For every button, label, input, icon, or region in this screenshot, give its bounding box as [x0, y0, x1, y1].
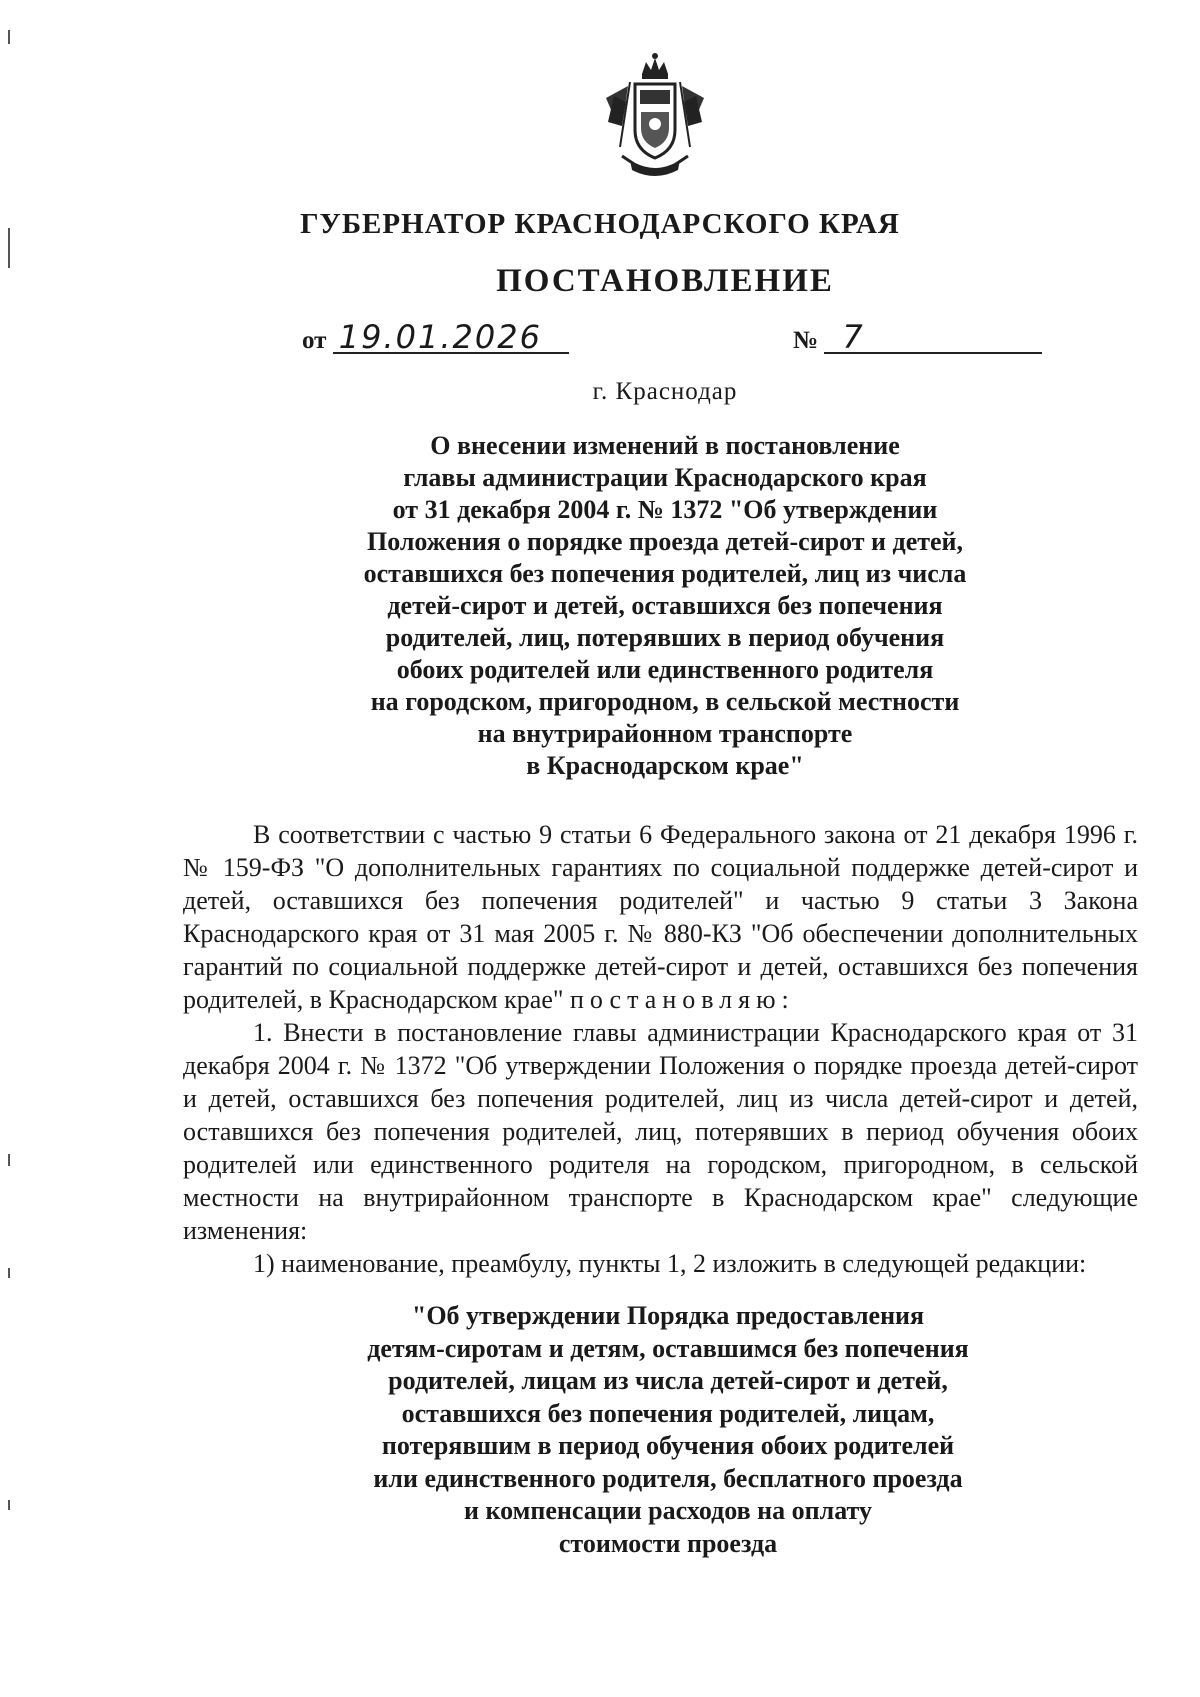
resolve-word: постановляю:	[570, 985, 795, 1014]
number-value: 7	[824, 322, 1042, 354]
quote-title-line: стоимости проезда	[558, 1528, 778, 1558]
item-1-paragraph: 1. Внести в постановление главы администрации Краснодарского края от 31 декабря 2004 г. № 1372 "Об утверждении Положения о порядке проезда детей-сирот и детей, оставшихся без попечения родителей, лиц из числа детей-сирот и детей, оставшихся без попечения родителей, лиц, потерявших в период обучения обоих родителей или единственного родителя на городском, пригородном, в сельской местности на внутрирайонном транспорте в Краснодарском крае" следующие изменения:	[183, 1018, 1138, 1245]
title-line: О внесении изменений в постановление	[430, 431, 900, 460]
title-line: главы администрации Краснодарского края	[403, 463, 927, 492]
title-line: на городском, пригородном, в сельской местности	[370, 687, 960, 716]
city-line: г. Краснодар	[592, 378, 738, 405]
number-prefix: №	[793, 327, 819, 354]
quoted-new-title	[318, 1300, 1018, 1560]
title-line: оставшихся без попечения родителей, лиц из числа	[363, 559, 967, 588]
title-line: родителей, лиц, потерявших в период обучения	[385, 623, 945, 652]
date-field	[302, 318, 569, 356]
preamble-text: В соответствии с частью 9 статьи 6 Федерального закона от 21 декабря 1996 г. № 159-ФЗ "О дополнительных гарантиях по социальной поддержке детей-сирот и детей, оставшихся без попечения родителей" и частью 9 статьи 3 Закона Краснодарского края от 31 мая 2005 г. № 880-КЗ "Об обеспечении дополнительных гарантий по социальной поддержке детей-сирот и детей, оставшихся без попечения родителей, в Краснодарском крае"	[183, 820, 1138, 1014]
scan-edge-mark	[8, 30, 10, 44]
scan-edge-mark	[8, 1154, 10, 1166]
quote-title-line: оставшихся без попечения родителей, лицам,	[401, 1398, 935, 1428]
document-title	[310, 430, 1020, 782]
title-line: от 31 декабря 2004 г. № 1372 "Об утверждении	[392, 495, 938, 524]
title-line: в Краснодарском крае"	[526, 751, 804, 780]
coat-of-arms-emblem	[600, 52, 710, 182]
subitem-1-paragraph: 1) наименование, преамбулу, пункты 1, 2 изложить в следующей редакции:	[253, 1249, 1087, 1278]
date-prefix: от	[302, 327, 327, 354]
number-field	[793, 318, 1042, 356]
title-line: Положения о порядке проезда детей-сирот и детей,	[366, 527, 964, 556]
date-value: 19.01.2026	[333, 322, 569, 354]
title-line: обоих родителей или единственного родителя	[396, 655, 934, 684]
preamble-paragraph	[183, 818, 1138, 1016]
scan-edge-mark	[8, 1268, 10, 1278]
title-line: на внутрирайонном транспорте	[477, 719, 853, 748]
quote-title-line: или единственного родителя, бесплатного проезда	[373, 1463, 963, 1493]
quote-title-line: детям-сиротам и детям, оставшимся без попечения	[367, 1333, 969, 1363]
authority-heading: ГУБЕРНАТОР КРАСНОДАРСКОГО КРАЯ	[300, 208, 900, 240]
quote-title-line: "Об утверждении Порядка предоставления	[411, 1301, 925, 1330]
scan-edge-mark	[8, 1500, 10, 1510]
quote-title-line: потерявшим в период обучения обоих родителей	[381, 1431, 955, 1460]
quote-title-line: родителей, лицам из числа детей-сирот и детей,	[388, 1366, 948, 1395]
title-line: детей-сирот и детей, оставшихся без попечения	[387, 591, 943, 620]
document-body	[183, 818, 1138, 1280]
document-type-heading: ПОСТАНОВЛЕНИЕ	[496, 263, 834, 299]
quote-title-line: и компенсации расходов на оплату	[464, 1496, 872, 1525]
